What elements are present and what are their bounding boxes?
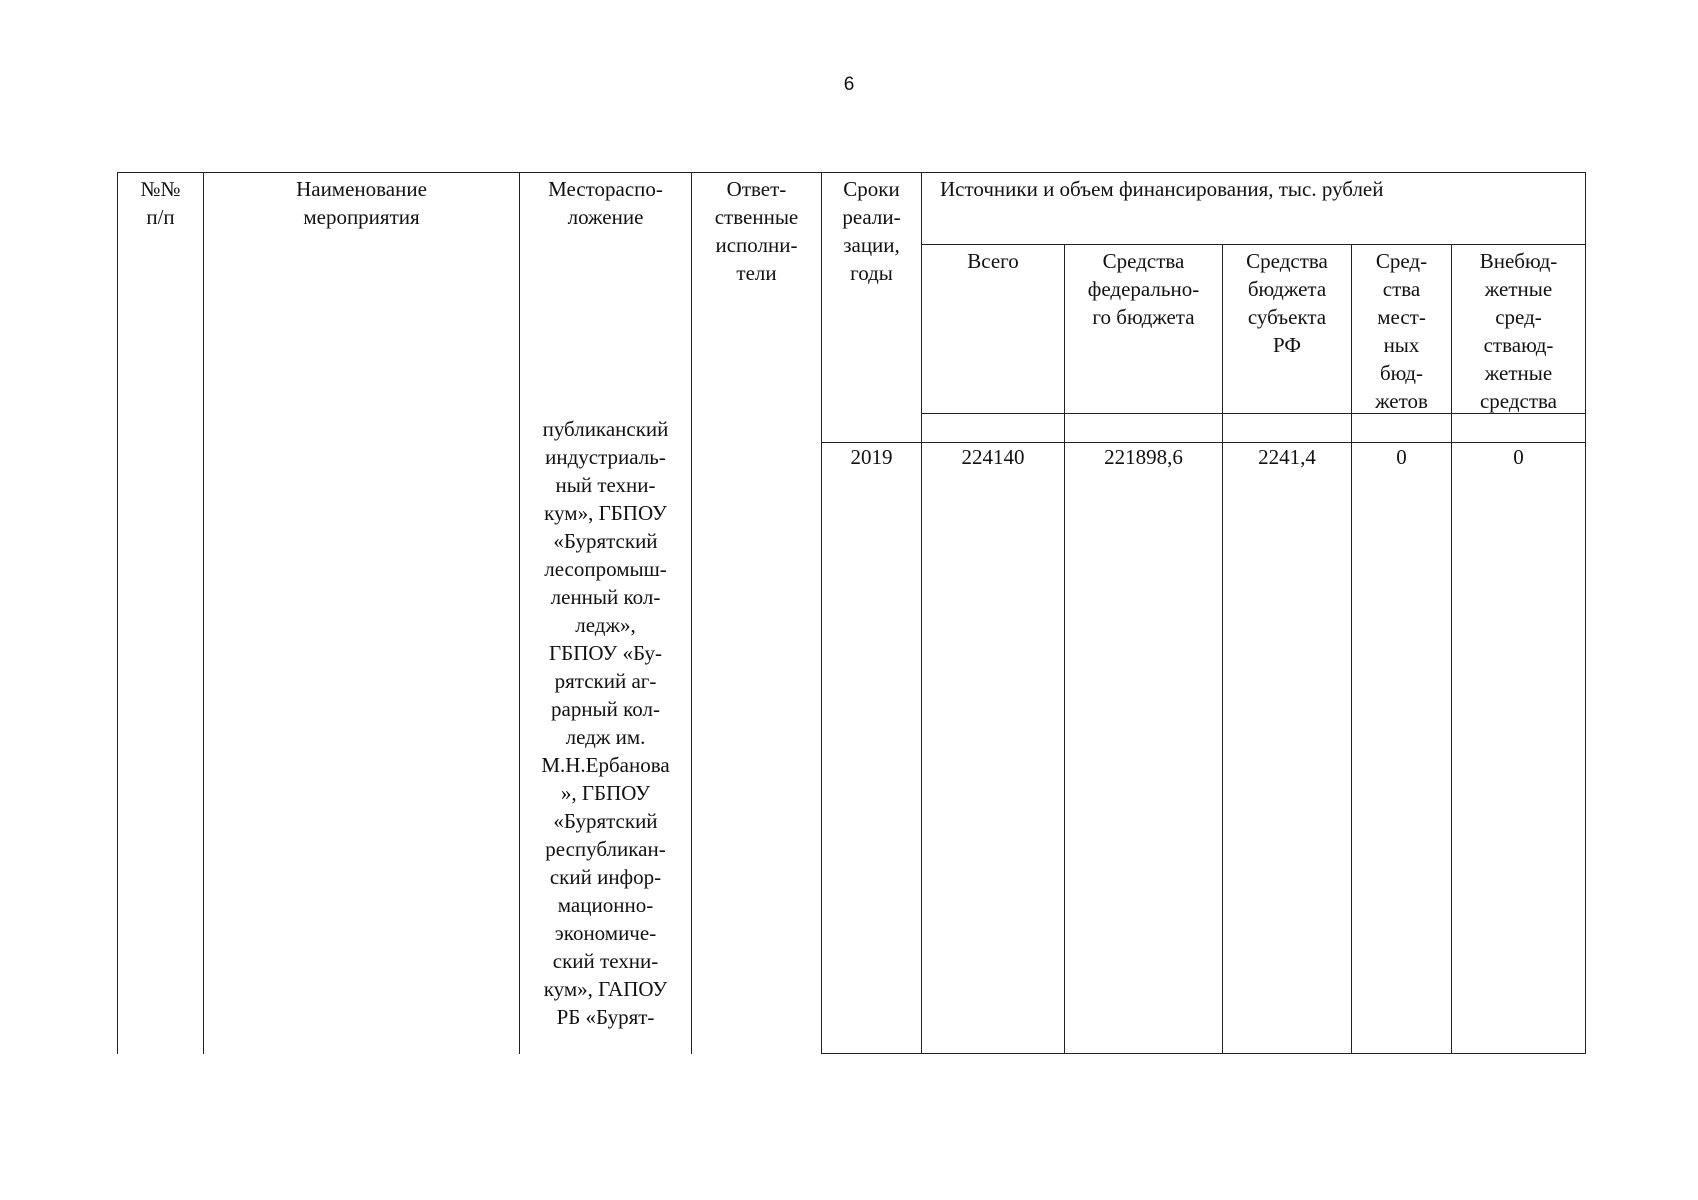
header-local: Сред- ства мест- ных бюд- жетов bbox=[1375, 249, 1428, 413]
row-regional: 2241,4 bbox=[1258, 445, 1316, 469]
row-local: 0 bbox=[1396, 445, 1407, 469]
row-year: 2019 bbox=[850, 445, 893, 469]
header-total: Всего bbox=[967, 249, 1019, 273]
col-border-right bbox=[1585, 172, 1586, 1054]
col-border-regional bbox=[1222, 244, 1223, 1054]
col-border-left bbox=[117, 172, 118, 1054]
table-bottom-border bbox=[821, 1053, 1586, 1054]
header-num: №№ п/п bbox=[140, 177, 181, 229]
page-number: 6 bbox=[843, 74, 855, 95]
row-extrabudget: 0 bbox=[1513, 445, 1524, 469]
col-border-federal bbox=[1064, 244, 1065, 1054]
header-responsible: Ответ- ственные исполни- тели bbox=[714, 177, 799, 285]
table-top-border bbox=[117, 172, 1586, 173]
col-border-name bbox=[203, 172, 204, 1054]
location-text: публиканский индустриаль- ный техни- кум», ГБПОУ «Бурятский лесопромыш- ленный кол- ледж», ГБПОУ «Бу- рятский аг- рарный кол- ледж им. М.Н.Ербанова », ГБПОУ «Бурятский республикан- ский инфор- мационно- экономиче- ский техни- кум», ГАПОУ РБ «Бурят- bbox=[541, 417, 670, 1029]
header-federal: Средства федерально- го бюджета bbox=[1087, 249, 1200, 329]
funding-subheader-rule bbox=[921, 244, 1586, 245]
row-federal: 221898,6 bbox=[1104, 445, 1183, 469]
header-regional: Средства бюджета субъекта РФ bbox=[1246, 249, 1328, 357]
col-border-period bbox=[821, 172, 822, 1054]
row-total: 224140 bbox=[961, 445, 1025, 469]
col-border-funding bbox=[921, 172, 922, 1054]
header-extrabudget: Внебюд- жетные сред- стваюд- жетные средства bbox=[1479, 249, 1558, 413]
header-name: Наименование мероприятия bbox=[296, 177, 427, 229]
header-funding-group: Источники и объем финансирования, тыс. рублей bbox=[940, 177, 1384, 201]
col-border-responsible bbox=[691, 172, 692, 1054]
header-location: Местораспо- ложение bbox=[548, 177, 663, 229]
header-period: Сроки реали- зации, годы bbox=[842, 177, 901, 285]
